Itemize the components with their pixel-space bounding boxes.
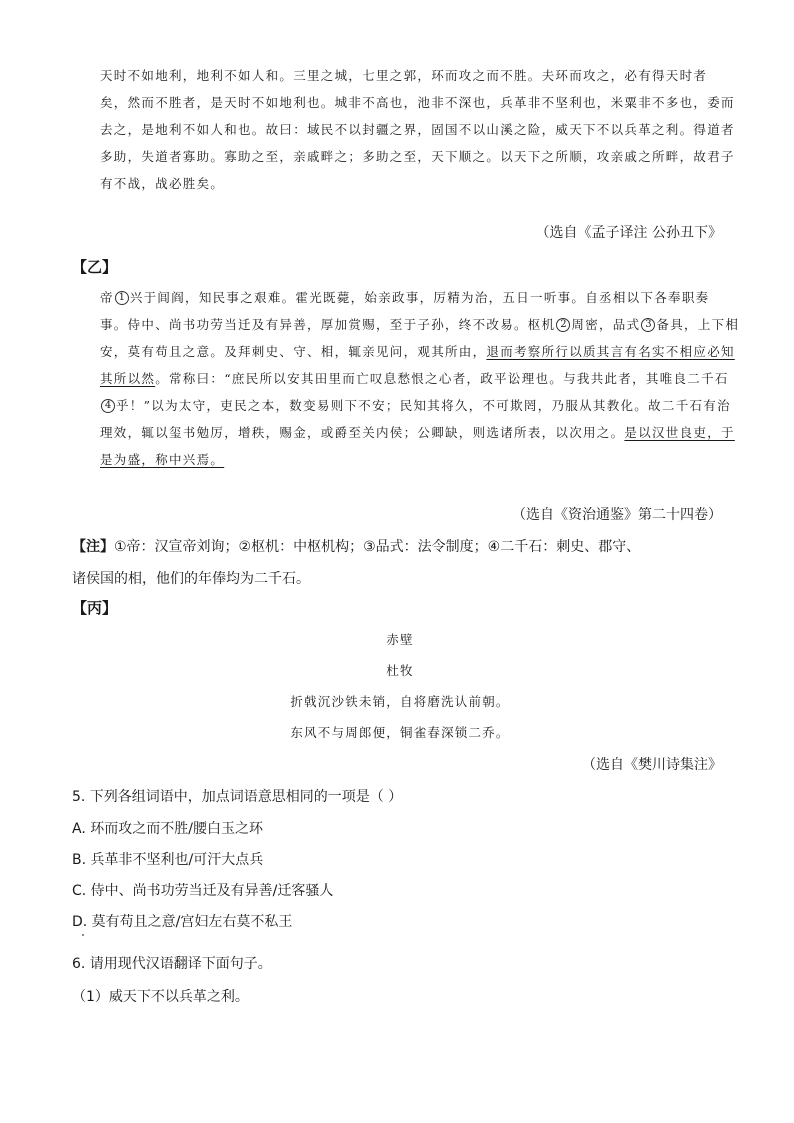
- question-5-option-b: B. 兵革非不坚利也/可汗大点兵: [72, 852, 264, 868]
- poem-verse-2: 东风不与周郎便，铜雀春深锁二乔。: [290, 725, 510, 740]
- question-6-item-1: （1）威天下不以兵革之利。: [72, 989, 249, 1005]
- jia-line-4: 多助，失道者寡助。寡助之至，亲戚畔之；多助之至，天下顺之。以天下之所顺，攻亲戚之所畔，故君子: [100, 149, 735, 164]
- footnote-marker-3: 3: [641, 318, 655, 332]
- bing-source: （选自《樊川诗集注》: [582, 757, 722, 773]
- yi-passage: [100, 284, 740, 473]
- note-line-1: 【注】①帝：汉宣帝刘询；②枢机：中枢机构；③品式：法令制度；④二千石：刺史、郡守、: [72, 539, 641, 555]
- question-6-stem: 6. 请用现代汉语翻译下面句子。: [72, 956, 272, 972]
- underlined-sentence-1a: 退而考察所行以质其言有名实不相应必知: [486, 344, 735, 359]
- jia-line-2: 矣，然而不胜者，是天时不如地利也。城非不高也，池非不深也，兵革非不坚利也，米粟非不多也，委而: [100, 95, 735, 110]
- poem-verse-1: 折戟沉沙铁未销，自将磨洗认前朝。: [290, 694, 510, 709]
- footnote-marker-1: 1: [115, 291, 129, 305]
- stray-dot: [82, 934, 84, 936]
- yi-label: 【乙】: [72, 258, 118, 276]
- jia-line-5: 有不战，战必胜矣。: [100, 176, 225, 191]
- poem-author: 杜牧: [386, 663, 414, 678]
- yi-line-4: 其所以然。常称曰：“庶民所以安其田里而亡叹息愁恨之心者，政平讼理也。与我共此者，其唯良二千石: [100, 371, 729, 386]
- yi-line-2: 事。侍中、尚书功劳当迁及有异善，厚加赏赐，至于子孙，终不改易。枢机 2 周密，品式 3 备具，上下相: [100, 317, 740, 332]
- yi-line-5: 4 乎！”以为太守，吏民之本，数变易则下不安；民知其将久，不可欺罔，乃服从其教化。故二千石有治: [100, 392, 720, 419]
- question-5-option-a: A. 环而攻之而不胜/腰白玉之环: [72, 821, 263, 837]
- yi-line-7: [100, 446, 720, 473]
- note-line-2: 诸侯国的相，他们的年俸均为二千石。: [72, 571, 310, 587]
- note-label: 【注】: [72, 539, 114, 555]
- jia-passage: [100, 62, 735, 197]
- underlined-sentence-2a: 是以汉世良吏，于: [624, 425, 735, 440]
- yi-source: （选自《资治通鉴》第二十四卷）: [512, 507, 722, 523]
- bing-label: 【丙】: [72, 599, 118, 617]
- underlined-sentence-2b: 是为盛，称中兴焉。: [100, 452, 225, 467]
- underlined-sentence-1b: 其所以然: [100, 371, 156, 386]
- yi-line-3: 安，莫有苟且之意。及拜刺史、守、相，辄亲见问，观其所由，退而考察所行以质其言有名实不相应必知: [100, 344, 735, 359]
- question-5-stem: 5. 下列各组词语中，加点词语意思相同的一项是（ ）: [72, 789, 403, 805]
- question-5-option-d: D. 莫有苟且之意/宫妇左右莫不私王: [72, 914, 293, 930]
- yi-line-1: 帝 1 兴于闾阎，知民事之艰难。霍光既薨，始亲政事，厉精为治，五日一听事。自丞相以下各奉职奏: [100, 290, 710, 305]
- footnote-marker-2: 2: [556, 318, 570, 332]
- yi-line-6: 理效，辄以玺书勉厉，增秩，赐金，或爵至关内侯；公卿缺，则选诸所表，以次用之。是以汉世良吏，于: [100, 425, 735, 440]
- jia-line-1: 天时不如地利，地利不如人和。三里之城，七里之郭，环而攻之而不胜。夫环而攻之，必有得天时者: [100, 68, 708, 83]
- footnote-marker-4: 4: [101, 399, 115, 413]
- jia-source: （选自《孟子译注 公孙丑下》: [535, 225, 722, 241]
- question-5-option-c: C. 侍中、尚书功劳当迁及有异善/迁客骚人: [72, 883, 334, 899]
- poem-title: 赤壁: [386, 632, 414, 647]
- jia-line-3: 去之，是地利不如人和也。故曰：域民不以封疆之界，固国不以山溪之险，威天下不以兵革之利。得道者: [100, 122, 735, 137]
